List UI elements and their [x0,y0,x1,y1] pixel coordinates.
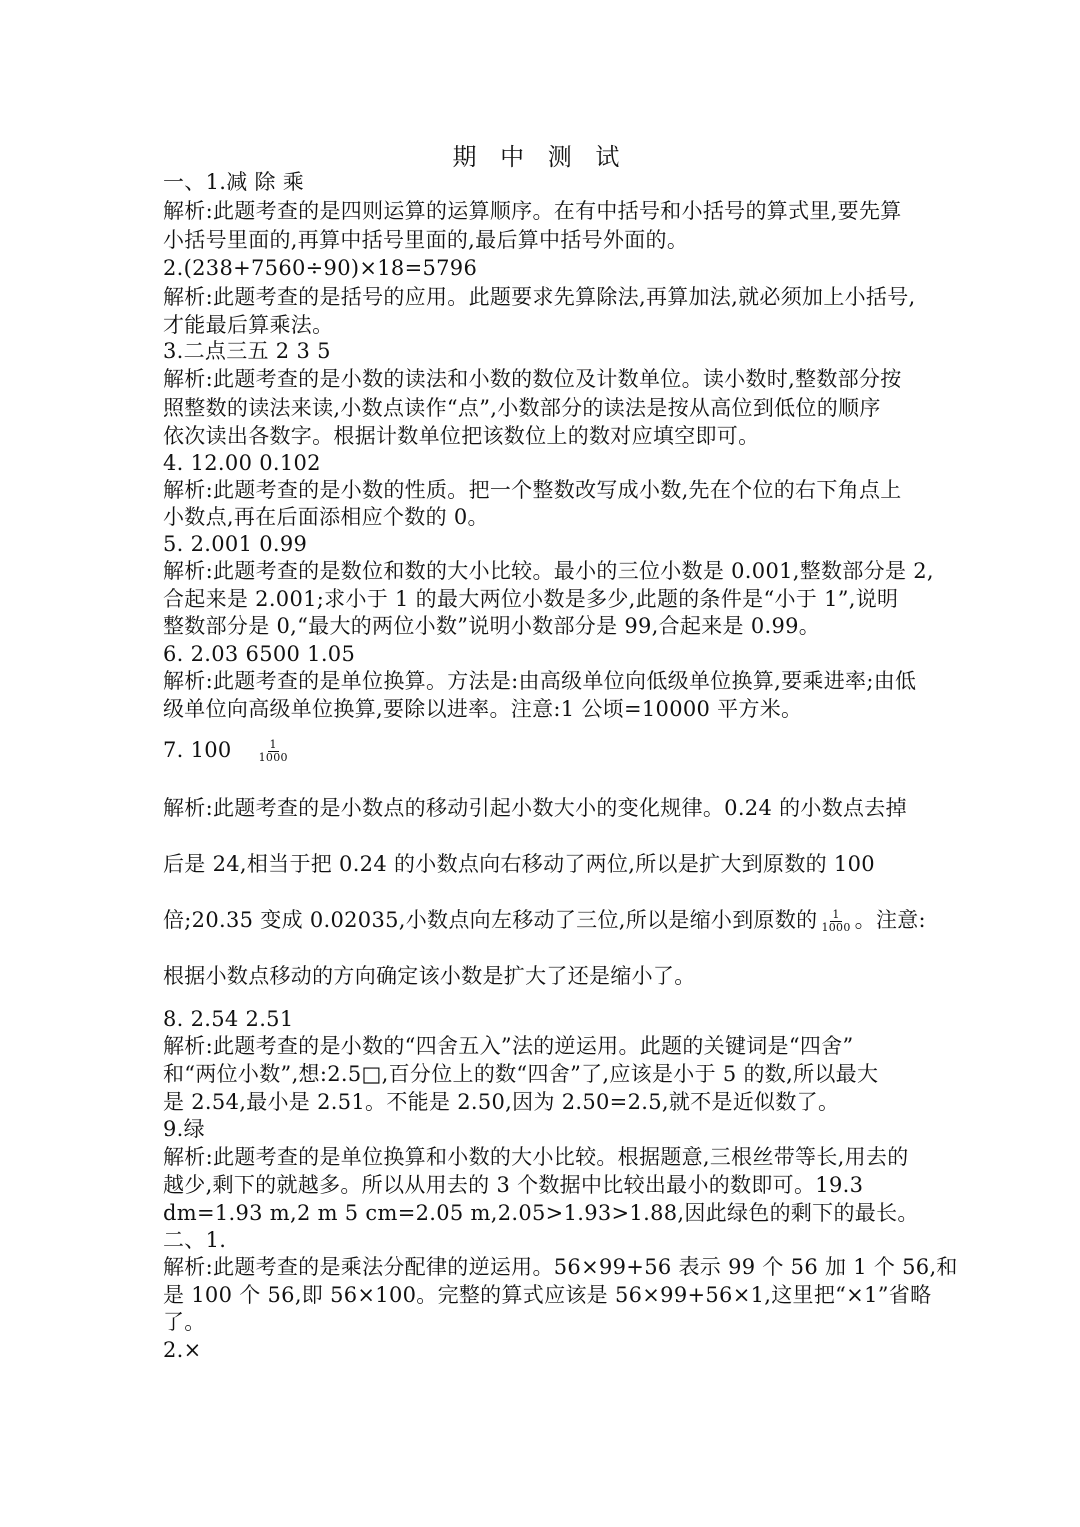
text-segment: 。注意: [854,908,926,932]
text-line: 二、1. [163,1228,227,1252]
text-line: 是 100 个 56,即 56×100。完整的算式应该是 56×99+56×1,这里把“×1”省略 [163,1283,932,1307]
text-line: 解析:此题考查的是单位换算。方法是:由高级单位向低级单位换算,要乘进率;由低 [163,669,917,693]
text-line: 小数点,再在后面添相应个数的 0。 [163,505,489,529]
text-segment: 倍;20.35 变成 0.02035,小数点向左移动了三位,所以是缩小到原数的 [163,908,818,932]
text-line: 解析:此题考查的是四则运算的运算顺序。在有中括号和小括号的算式里,要先算 [163,199,902,223]
text-line: 是 2.54,最小是 2.51。不能是 2.50,因为 2.50=2.5,就不是近似数了。 [163,1090,840,1114]
q7-answer: 7. 100 [163,738,232,762]
text-line: 和“两位小数”,想:2.5□,百分位上的数“四舍”了,应该是小于 5 的数,所以最大 [163,1062,879,1086]
text-line: 解析:此题考查的是小数的“四舍五入”法的逆运用。此题的关键词是“四舍” [163,1034,854,1058]
fraction [819,909,852,934]
text-line: 解析:此题考查的是数位和数的大小比较。最小的三位小数是 0.001,整数部分是 2, [163,559,934,583]
text-line: 照整数的读法来读,小数点读作“点”,小数部分的读法是按从高位到低位的顺序 [163,396,881,420]
text-line: 越少,剩下的就越多。所以从用去的 3 个数据中比较出最小的数即可。19.3 [163,1173,864,1197]
fraction-numerator: 1 [269,738,277,751]
q7-line-with-fraction [163,906,933,934]
text-line: 解析:此题考查的是单位换算和小数的大小比较。根据题意,三根丝带等长,用去的 [163,1145,909,1169]
text-line: 3.二点三五 2 3 5 [163,339,331,363]
text-line: 2.× [163,1338,202,1362]
q7-answer-line [163,736,933,764]
text-line: 后是 24,相当于把 0.24 的小数点向右移动了两位,所以是扩大到原数的 100 [163,852,875,876]
text-line: 根据小数点移动的方向确定该小数是扩大了还是缩小了。 [163,964,696,988]
text-line: 解析:此题考查的是小数的性质。把一个整数改写成小数,先在个位的右下角点上 [163,478,902,502]
text-line: 整数部分是 0,“最大的两位小数”说明小数部分是 99,合起来是 0.99。 [163,614,821,638]
text-line: 解析:此题考查的是括号的应用。此题要求先算除法,再算加法,就必须加上小括号, [163,285,916,309]
text-line: 解析:此题考查的是小数点的移动引起小数大小的变化规律。0.24 的小数点去掉 [163,796,907,820]
fraction [257,739,290,764]
text-line: 9.绿 [163,1117,205,1141]
text-line: dm=1.93 m,2 m 5 cm=2.05 m,2.05>1.93>1.88,因此绿色的剩下的最长。 [163,1201,919,1225]
fraction-denominator: 1000 [258,751,288,764]
text-line: 合起来是 2.001;求小于 1 的最大两位小数是多少,此题的条件是“小于 1”,说明 [163,587,899,611]
text-line: 小括号里面的,再算中括号里面的,最后算中括号外面的。 [163,228,689,252]
text-line: 5. 2.001 0.99 [163,532,308,556]
fraction-numerator: 1 [832,908,840,921]
text-line: 4. 12.00 0.102 [163,451,321,475]
text-line: 级单位向高级单位换算,要除以进率。注意:1 公顷=10000 平方米。 [163,697,803,721]
text-line: 解析:此题考查的是乘法分配律的逆运用。56×99+56 表示 99 个 56 加 1 个 56,和 [163,1255,958,1279]
fraction-denominator: 1000 [821,921,851,934]
text-line: 8. 2.54 2.51 [163,1007,294,1031]
text-line: 2.(238+7560÷90)×18=5796 [163,256,478,280]
text-line: 依次读出各数字。根据计数单位把该数位上的数对应填空即可。 [163,424,760,448]
page-title: 期 中 测 试 [452,143,628,171]
text-line: 6. 2.03 6500 1.05 [163,642,356,666]
text-line: 一、1.减 除 乘 [163,170,305,194]
text-line: 才能最后算乘法。 [163,313,334,337]
text-line: 了。 [163,1310,206,1334]
text-line: 解析:此题考查的是小数的读法和小数的数位及计数单位。读小数时,整数部分按 [163,367,902,391]
